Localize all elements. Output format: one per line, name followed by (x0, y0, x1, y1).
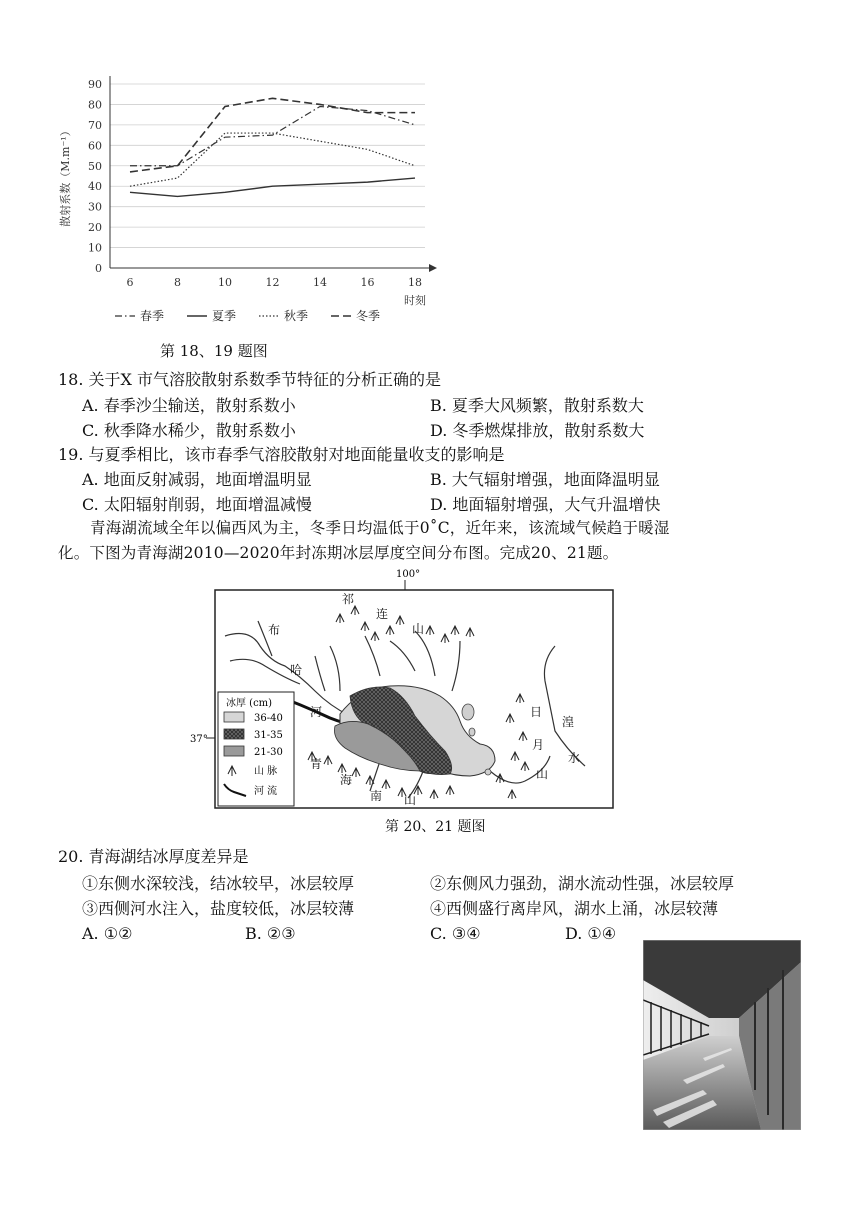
q19-option-c[interactable]: C. 太阳辐射削弱，地面增温减慢 (82, 495, 312, 514)
series-line-秋季 (130, 133, 415, 186)
legend-label: 冬季 (356, 309, 381, 323)
label-lian: 连 (376, 607, 389, 621)
q19-option-d[interactable]: D. 地面辐射增强，大气升温增快 (430, 495, 661, 514)
legend-item-river: 河 流 (254, 786, 278, 797)
x-axis-label: 时刻 (404, 294, 426, 307)
q20-statement-1: ①东侧水深较浅，结冰较早，冰层较厚 (82, 874, 355, 893)
q20-option-b[interactable]: B. ②③ (245, 924, 296, 943)
x-axis-arrow (429, 264, 437, 272)
q18-stem: 18. 关于X 市气溶胶散射系数季节特征的分析正确的是 (58, 370, 442, 389)
y-tick-label: 20 (88, 221, 102, 235)
q20-statement-4: ④西侧盛行离岸风，湖水上涌，冰层较薄 (430, 899, 719, 918)
label-huang: 湟 (562, 715, 575, 729)
longitude-label: 100° (396, 569, 421, 580)
q18-option-b[interactable]: B. 夏季大风频繁，散射系数大 (430, 396, 644, 415)
passage-line-1: 青海湖流域全年以偏西风为主，冬季日均温低于0˚C，近年来，该流域气候趋于暖湿 (90, 519, 670, 537)
label-ha: 哈 (290, 663, 303, 677)
passage-line-2: 化。下图为青海湖2010—2020年封冻期冰层厚度空间分布图。完成20、21题。 (58, 544, 619, 562)
y-axis-label: 散射系数（M.m⁻¹） (59, 125, 72, 227)
label-he: 河 (310, 705, 323, 719)
y-tick-label: 70 (88, 118, 102, 132)
map-caption: 第 20、21 题图 (385, 819, 486, 835)
legend-item-31-35: 31-35 (254, 730, 283, 741)
scattering-coefficient-chart (55, 70, 455, 360)
qinghai-lake-ice-map (190, 566, 630, 836)
y-tick-label: 50 (88, 159, 102, 173)
legend-item-mountain: 山 脉 (254, 766, 278, 777)
x-tick-label: 10 (218, 276, 232, 289)
y-tick-label: 0 (95, 262, 102, 275)
q20-statement-2: ②东侧风力强劲，湖水流动性强，冰层较厚 (430, 874, 735, 893)
legend-item-21-30: 21-30 (254, 747, 283, 758)
q20-stem: 20. 青海湖结冰厚度差异是 (58, 847, 249, 866)
series-line-春季 (130, 106, 415, 165)
y-tick-label: 80 (88, 98, 102, 112)
label-shui: 水 (568, 751, 581, 765)
corridor-photo (643, 940, 801, 1130)
q18-option-d[interactable]: D. 冬季燃煤排放，散射系数大 (430, 421, 645, 440)
q19-stem: 19. 与夏季相比，该市春季气溶胶散射对地面能量收支的影响是 (58, 445, 505, 464)
legend-label: 夏季 (212, 309, 237, 323)
label-nan: 南 (370, 789, 383, 803)
q20-option-c[interactable]: C. ③④ (430, 924, 481, 943)
y-tick-label: 40 (88, 180, 102, 194)
x-tick-label: 16 (360, 276, 375, 289)
latitude-label: 37° (190, 734, 208, 745)
q20-option-a[interactable]: A. ①② (82, 924, 133, 943)
legend-label: 春季 (140, 309, 165, 323)
q20-option-d[interactable]: D. ①④ (565, 924, 617, 943)
x-tick-label: 6 (126, 276, 134, 289)
label-ri: 日 (530, 705, 543, 719)
x-tick-label: 14 (313, 276, 327, 289)
x-tick-label: 18 (408, 276, 422, 289)
y-tick-label: 30 (88, 200, 102, 214)
label-qi: 祁 (342, 592, 355, 606)
y-tick-label: 60 (88, 139, 102, 153)
label-bu: 布 (268, 623, 281, 637)
series-line-夏季 (130, 178, 415, 196)
map-legend (218, 692, 294, 806)
q19-option-a[interactable]: A. 地面反射减弱，地面增温明显 (82, 470, 312, 489)
label-hai: 海 (340, 773, 353, 787)
label-yue: 月 (532, 738, 545, 752)
q18-option-c[interactable]: C. 秋季降水稀少，散射系数小 (82, 421, 296, 440)
legend-title: 冰厚 (cm) (226, 698, 273, 709)
q20-statement-3: ③西侧河水注入，盐度较低，冰层较薄 (82, 899, 355, 918)
chart-caption: 第 18、19 题图 (160, 342, 268, 360)
label-shan-3: 山 (404, 793, 417, 807)
x-tick-label: 12 (265, 276, 280, 289)
legend-item-36-40: 36-40 (254, 713, 283, 724)
x-tick-label: 8 (174, 276, 181, 289)
y-tick-label: 90 (88, 78, 102, 91)
y-tick-label: 10 (88, 241, 102, 255)
q19-option-b[interactable]: B. 大气辐射增强，地面降温明显 (430, 470, 660, 489)
label-shan-2: 山 (536, 767, 549, 781)
label-qing: 青 (310, 757, 323, 771)
q18-option-a[interactable]: A. 春季沙尘输送，散射系数小 (82, 396, 296, 415)
label-shan-1: 山 (412, 622, 425, 636)
legend-label: 秋季 (284, 309, 309, 323)
